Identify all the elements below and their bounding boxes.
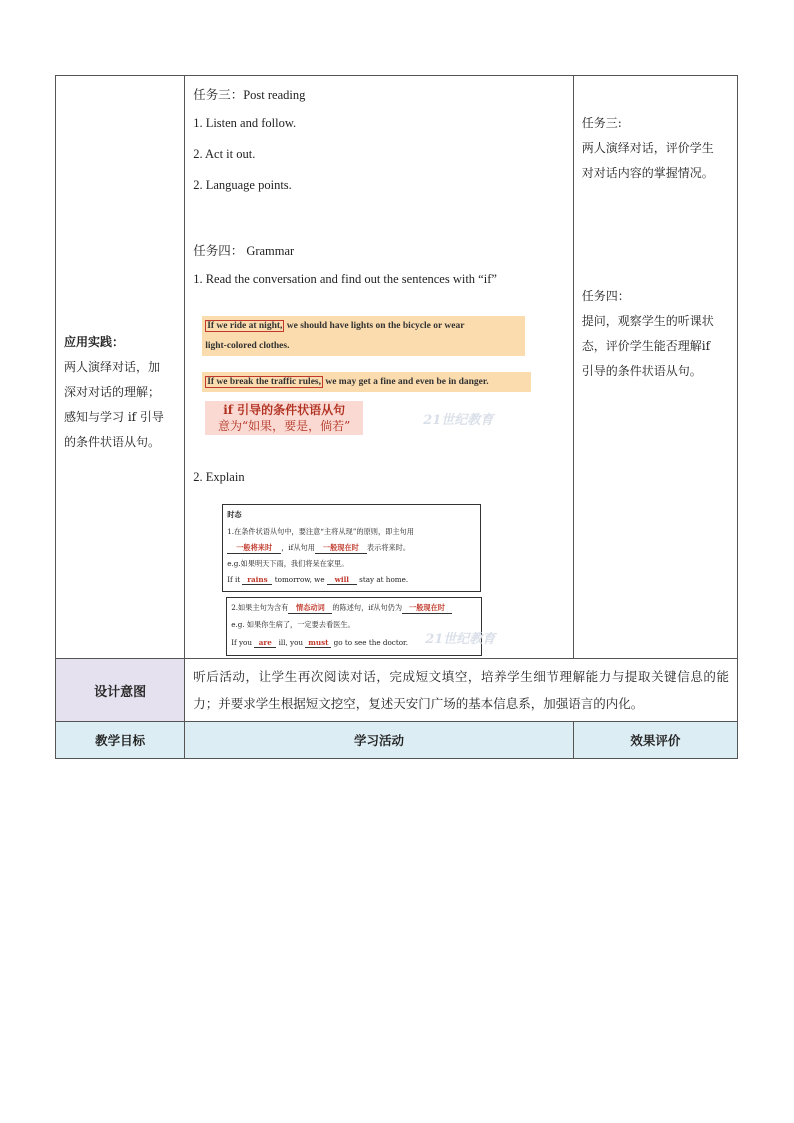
task4-title: 任务四： Grammar: [193, 244, 295, 258]
answer-blank: 一般将来时: [227, 543, 281, 554]
if-clause-highlight: If we break the traffic rules,: [207, 377, 321, 387]
activity-cell: [185, 76, 574, 659]
rule-line: 1.在条件状语从句中，要注意“主将从现”的原则，即主句用: [227, 527, 414, 536]
header-evaluation: 效果评价: [573, 722, 737, 759]
evaluation-cell: [573, 76, 737, 659]
answer-blank: will: [327, 575, 357, 585]
example-line: e.g. 如果你生病了，一定要去看医生。: [231, 620, 355, 629]
goal-line: 深对对话的理解；: [64, 384, 161, 399]
main-clause: we should have lights on the bicycle or wear: [284, 321, 465, 331]
watermark-logo: 21世纪教育: [423, 413, 494, 428]
example-text: If it: [227, 575, 243, 584]
eval-line: 对对话内容的掌握情况。: [581, 166, 714, 180]
rule-line: [231, 603, 452, 614]
goal-line: 感知与学习 if 引导: [64, 409, 164, 424]
example-line: [227, 575, 408, 585]
example-line: [231, 638, 408, 648]
task3-title: 任务三：Post reading: [193, 88, 306, 102]
example-text: tomorrow, we: [272, 575, 327, 584]
example-sentence-2: [202, 372, 531, 392]
if-clause-note: [205, 401, 363, 435]
rule-line: [227, 543, 410, 554]
watermark-logo: 21世纪教育: [425, 632, 496, 647]
task3-item: 2. Language points.: [193, 178, 292, 192]
example-line: e.g.如果明天下雨，我们将呆在家里。: [227, 559, 349, 568]
design-row: [56, 659, 738, 722]
example-text: If you: [231, 638, 255, 647]
header-activity: 学习活动: [185, 722, 574, 759]
example-text: go to see the doctor.: [331, 638, 408, 647]
eval-line: 两人演绎对话，评价学生: [581, 141, 714, 155]
eval-line: 态，评价学生能否理解if: [581, 339, 711, 353]
example-text: stay at home.: [356, 575, 409, 584]
eval-line: 提问，观察学生的听课状: [581, 314, 714, 328]
lesson-table: [55, 75, 738, 759]
goal-line: 两人演绎对话，加: [64, 359, 161, 374]
rule-text: 2.如果主句为含有: [231, 603, 289, 612]
rule-text: 的陈述句，if从句仍为: [332, 603, 403, 612]
modal-rule-panel: [226, 597, 482, 656]
answer-blank: rains: [242, 575, 272, 585]
task3-item: 1. Listen and follow.: [193, 116, 297, 130]
goal-cell: [56, 76, 185, 659]
rule-text: 表示将来时。: [366, 543, 411, 552]
design-label: 设计意图: [56, 659, 185, 722]
example-sentence-1: [202, 316, 525, 356]
answer-blank: are: [254, 638, 276, 648]
panel-title: 时态: [227, 510, 242, 519]
eval-line: 引导的条件状语从句。: [581, 364, 702, 378]
task4-item: 1. Read the conversation and find out the sentences with “if”: [193, 272, 497, 286]
task4-title: 任务四：: [581, 289, 630, 303]
goal-heading: 应用实践：: [64, 334, 125, 349]
answer-blank: 一般现在时: [402, 603, 452, 614]
task3-title: 任务三:: [581, 116, 622, 130]
example-text: ill, you: [276, 638, 306, 647]
note-line: 意为“如果，要是，倘若”: [218, 419, 351, 433]
goal-line: 的条件状语从句。: [64, 434, 161, 449]
answer-blank: 情态动词: [288, 603, 332, 614]
header-row: [56, 722, 738, 759]
main-clause: we may get a fine and even be in danger.: [322, 377, 489, 387]
header-goal: 教学目标: [56, 722, 185, 759]
explain-title: 2. Explain: [193, 470, 245, 484]
rule-text: ，if从句用: [281, 543, 315, 552]
content-row: [56, 76, 738, 659]
tense-rule-panel: [222, 504, 481, 592]
if-clause-highlight: If we ride at night,: [207, 321, 283, 331]
answer-blank: 一般现在时: [315, 543, 367, 554]
main-clause-continued: light-colored clothes.: [205, 341, 290, 351]
design-text: 听后活动，让学生再次阅读对话，完成短文填空，培养学生细节理解能力与提取关键信息的能力；并要求学生根据短文挖空，复述天安门广场的基本信息系，加强语言的内化。: [185, 659, 738, 722]
answer-blank: must: [305, 638, 331, 648]
task3-item: 2. Act it out.: [193, 147, 256, 161]
note-line: if 引导的条件状语从句: [223, 403, 346, 417]
